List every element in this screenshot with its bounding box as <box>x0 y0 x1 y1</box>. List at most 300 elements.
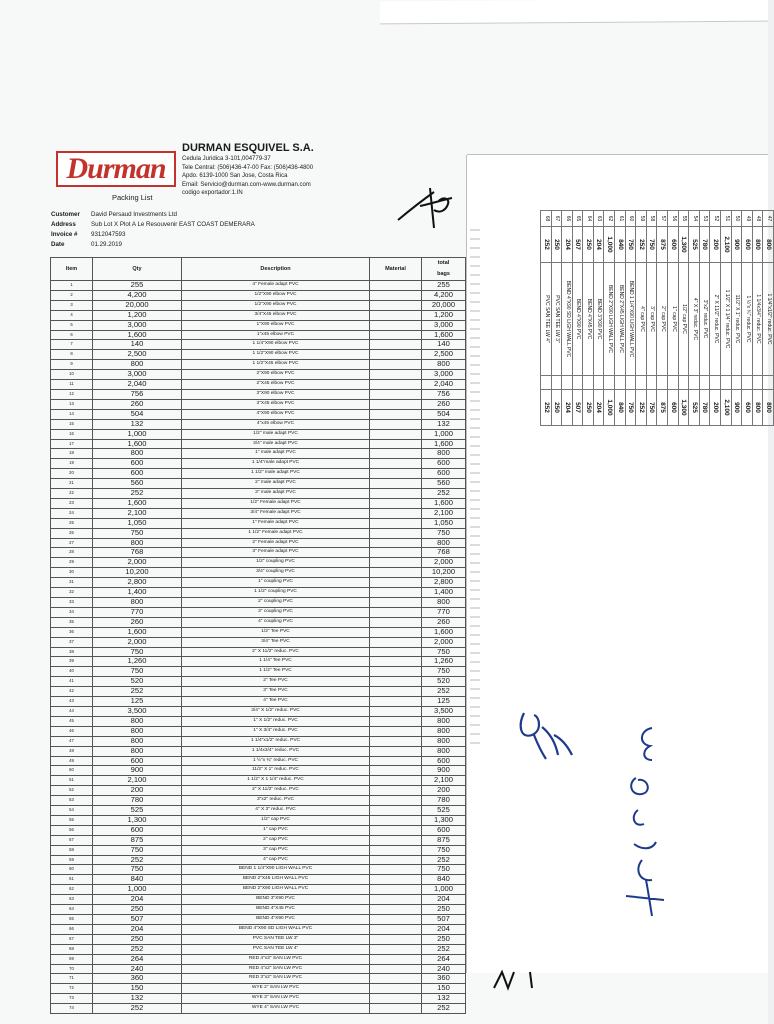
page2-bags: 204 <box>593 390 604 426</box>
page2-description: 1 1/4x3/4" reduc. PVC <box>752 263 763 376</box>
material-cell <box>370 320 422 330</box>
item-number: 54 <box>51 806 93 816</box>
page2-row <box>646 211 657 426</box>
total-bags-cell: 260 <box>422 617 466 627</box>
item-number: 3 <box>51 300 93 310</box>
total-bags-cell: 2,800 <box>422 578 466 588</box>
page2-qty: 1,000 <box>604 227 615 263</box>
table-row <box>51 934 466 944</box>
description-cell: 3" coupling PVC <box>182 607 370 617</box>
page2-description: PVC SAN TEE LW 4" <box>540 263 551 376</box>
total-bags-cell: 250 <box>422 905 466 915</box>
item-number: 41 <box>51 677 93 687</box>
page2-bags: 875 <box>657 390 668 426</box>
total-bags-cell: 600 <box>422 825 466 835</box>
material-cell <box>370 310 422 320</box>
item-number: 68 <box>51 944 93 954</box>
material-cell <box>370 281 422 291</box>
qty-cell: 840 <box>93 875 182 885</box>
material-cell <box>370 1004 422 1014</box>
page2-description: BEND 4"X90 PVC <box>572 263 583 376</box>
page2-bags: 800 <box>763 390 774 426</box>
page2-qty: 1,300 <box>678 227 689 263</box>
item-number: 38 <box>51 647 93 657</box>
item-number: 59 <box>51 855 93 865</box>
table-row <box>51 657 466 667</box>
page2-qty: 204 <box>562 227 573 263</box>
total-bags-cell: 800 <box>422 449 466 459</box>
page2-row <box>678 211 689 426</box>
qty-cell: 200 <box>93 786 182 796</box>
qty-cell: 800 <box>93 538 182 548</box>
total-bags-cell: 2,000 <box>422 558 466 568</box>
total-bags-cell: 260 <box>422 399 466 409</box>
page2-row <box>562 211 573 426</box>
total-bags-cell: 600 <box>422 459 466 469</box>
company-line: Tele Central: (506)436-47-00 Fax: (506)436-4800 <box>182 164 314 171</box>
material-cell <box>370 815 422 825</box>
page2-bags: 1,300 <box>678 390 689 426</box>
page2-bags: 750 <box>625 390 636 426</box>
table-row <box>51 489 466 499</box>
table-row <box>51 845 466 855</box>
meta-value: Sub Lot X Plot A Le Resouvenir EAST COAST DEMERARA <box>91 221 255 228</box>
total-bags-cell: 360 <box>422 974 466 984</box>
company-line: Email: Servicio@durman.com-www.durman.com <box>182 181 311 188</box>
page2-material <box>646 376 657 390</box>
item-number: 33 <box>51 598 93 608</box>
page2-item: 63 <box>593 211 604 227</box>
material-cell <box>370 736 422 746</box>
qty-cell: 600 <box>93 459 182 469</box>
item-number: 1 <box>51 281 93 291</box>
page-edge-tick-marks <box>470 230 482 750</box>
item-number: 57 <box>51 835 93 845</box>
material-cell <box>370 796 422 806</box>
material-cell <box>370 598 422 608</box>
page2-qty: 600 <box>742 227 753 263</box>
material-cell <box>370 944 422 954</box>
page2-description: 1/2" cap PVC <box>678 263 689 376</box>
qty-cell: 600 <box>93 469 182 479</box>
material-cell <box>370 776 422 786</box>
total-bags-cell: 264 <box>422 954 466 964</box>
item-number: 16 <box>51 429 93 439</box>
meta-row <box>51 210 255 220</box>
item-number: 40 <box>51 667 93 677</box>
total-bags-cell: 1,050 <box>422 518 466 528</box>
total-bags-cell: 600 <box>422 469 466 479</box>
page2-bags: 507 <box>572 390 583 426</box>
page2-material <box>551 376 562 390</box>
table-row <box>51 974 466 984</box>
page2-item: 50 <box>731 211 742 227</box>
total-bags-cell: 800 <box>422 360 466 370</box>
description-cell: PVC SAN TEE LW 3" <box>182 934 370 944</box>
description-cell: 1"X90 elbow PVC <box>182 320 370 330</box>
material-cell <box>370 360 422 370</box>
description-cell: BEND 4"X45 PVC <box>182 905 370 915</box>
meta-row <box>51 240 255 250</box>
torn-paper-edge <box>380 0 768 24</box>
item-number: 18 <box>51 449 93 459</box>
material-cell <box>370 350 422 360</box>
qty-cell: 520 <box>93 677 182 687</box>
table-row <box>51 954 466 964</box>
table-row <box>51 835 466 845</box>
page2-qty: 200 <box>710 227 721 263</box>
total-bags-cell: 875 <box>422 835 466 845</box>
item-number: 53 <box>51 796 93 806</box>
qty-cell: 525 <box>93 806 182 816</box>
qty-cell: 1,300 <box>93 815 182 825</box>
page2-bags: 252 <box>636 390 647 426</box>
total-bags-cell: 3,000 <box>422 370 466 380</box>
page2-description: 4" cap PVC <box>636 263 647 376</box>
page2-item: 49 <box>742 211 753 227</box>
page2-qty: 525 <box>689 227 700 263</box>
description-cell: 1 1/2"X90 elbow PVC <box>182 350 370 360</box>
qty-cell: 132 <box>93 419 182 429</box>
material-cell <box>370 627 422 637</box>
description-cell: BEND 4"X90 PVC <box>182 915 370 925</box>
description-cell: 1 1/4x3/4" reduc. PVC <box>182 746 370 756</box>
page2-material <box>678 376 689 390</box>
page2-description: 2" X 11/2" reduc. PVC <box>710 263 721 376</box>
total-bags-cell: 756 <box>422 389 466 399</box>
page2-description: BEND 2"X90 LIGH WALL PVC <box>604 263 615 376</box>
page2-material <box>604 376 615 390</box>
page2-material <box>668 376 679 390</box>
qty-cell: 252 <box>93 489 182 499</box>
description-cell: BEND 3"X90 PVC <box>182 895 370 905</box>
page2-qty: 750 <box>625 227 636 263</box>
qty-cell: 140 <box>93 340 182 350</box>
material-cell <box>370 290 422 300</box>
description-cell: BEND 2"X45 LIGH WALL PVC <box>182 875 370 885</box>
material-cell <box>370 300 422 310</box>
description-cell: 3" male adapt PVC <box>182 489 370 499</box>
total-bags-cell: 525 <box>422 806 466 816</box>
table-row <box>51 498 466 508</box>
meta-row <box>51 220 255 230</box>
table-row <box>51 875 466 885</box>
qty-cell: 360 <box>93 974 182 984</box>
qty-cell: 750 <box>93 667 182 677</box>
table-row <box>51 865 466 875</box>
total-bags-cell: 560 <box>422 479 466 489</box>
item-number: 8 <box>51 350 93 360</box>
qty-cell: 2,000 <box>93 637 182 647</box>
page2-description: 3" cap PVC <box>646 263 657 376</box>
description-cell: 1" cap PVC <box>182 825 370 835</box>
total-bags-cell: 3,000 <box>422 320 466 330</box>
meta-value: David Persaud Investments Ltd <box>91 211 177 218</box>
col-header-bags: bags <box>422 269 466 281</box>
table-row <box>51 637 466 647</box>
item-number: 29 <box>51 558 93 568</box>
page2-row <box>615 211 626 426</box>
page2-qty: 800 <box>752 227 763 263</box>
qty-cell: 750 <box>93 528 182 538</box>
meta-label: Invoice # <box>51 231 78 238</box>
qty-cell: 2,500 <box>93 350 182 360</box>
item-number: 10 <box>51 370 93 380</box>
total-bags-cell: 800 <box>422 736 466 746</box>
page2-row <box>593 211 604 426</box>
item-number: 50 <box>51 766 93 776</box>
qty-cell: 2,100 <box>93 776 182 786</box>
item-number: 2 <box>51 290 93 300</box>
company-line: Apdo. 6139-1000 San Jose, Costa Rica <box>182 173 288 180</box>
item-number: 31 <box>51 578 93 588</box>
material-cell <box>370 865 422 875</box>
table-row <box>51 994 466 1004</box>
table-row <box>51 1004 466 1014</box>
item-number: 70 <box>51 964 93 974</box>
item-number: 30 <box>51 568 93 578</box>
description-cell: 3" cap PVC <box>182 845 370 855</box>
item-number: 13 <box>51 399 93 409</box>
description-cell: 3/4" X 1/2" reduc. PVC <box>182 706 370 716</box>
qty-cell: 1,600 <box>93 330 182 340</box>
table-row <box>51 984 466 994</box>
description-cell: 3/4"X45 elbow PVC <box>182 310 370 320</box>
page2-bags: 800 <box>752 390 763 426</box>
material-cell <box>370 389 422 399</box>
page2-qty: 252 <box>540 227 551 263</box>
item-number: 11 <box>51 380 93 390</box>
total-bags-cell: 800 <box>422 726 466 736</box>
company-name: DURMAN ESQUIVEL S.A. <box>182 142 314 154</box>
table-row <box>51 706 466 716</box>
material-cell <box>370 974 422 984</box>
page2-row <box>657 211 668 426</box>
total-bags-cell: 1,600 <box>422 627 466 637</box>
page2-row <box>668 211 679 426</box>
qty-cell: 800 <box>93 598 182 608</box>
description-cell: 2" cap PVC <box>182 835 370 845</box>
material-cell <box>370 756 422 766</box>
item-number: 58 <box>51 845 93 855</box>
material-cell <box>370 746 422 756</box>
page2-material <box>710 376 721 390</box>
page2-item: 51 <box>721 211 732 227</box>
material-cell <box>370 677 422 687</box>
item-number: 7 <box>51 340 93 350</box>
col-header-material: Material <box>370 258 422 281</box>
qty-cell: 800 <box>93 726 182 736</box>
page2-qty: 250 <box>583 227 594 263</box>
total-bags-cell: 1,000 <box>422 429 466 439</box>
material-cell <box>370 340 422 350</box>
page2-item: 60 <box>625 211 636 227</box>
total-bags-cell: 770 <box>422 607 466 617</box>
page2-material <box>562 376 573 390</box>
item-number: 28 <box>51 548 93 558</box>
page2-qty: 780 <box>699 227 710 263</box>
qty-cell: 240 <box>93 964 182 974</box>
qty-cell: 250 <box>93 905 182 915</box>
qty-cell: 10,200 <box>93 568 182 578</box>
table-row <box>51 617 466 627</box>
description-cell: 1 1/4"X90 elbow PVC <box>182 340 370 350</box>
description-cell: 1 1/2" male adapt PVC <box>182 469 370 479</box>
total-bags-cell: 2,000 <box>422 637 466 647</box>
description-cell: 1 1/2" Tee PVC <box>182 667 370 677</box>
page2-material <box>689 376 700 390</box>
table-row <box>51 508 466 518</box>
page2-material <box>742 376 753 390</box>
total-bags-cell: 240 <box>422 964 466 974</box>
page2-material <box>731 376 742 390</box>
total-bags-cell: 780 <box>422 796 466 806</box>
description-cell: 2"X90 elbow PVC <box>182 370 370 380</box>
total-bags-cell: 800 <box>422 716 466 726</box>
page2-material <box>583 376 594 390</box>
table-row <box>51 627 466 637</box>
table-row <box>51 598 466 608</box>
description-cell: 1 1/2" X 1 1/4" reduc. PVC <box>182 776 370 786</box>
durman-logo: Durman <box>56 151 176 187</box>
material-cell <box>370 895 422 905</box>
total-bags-cell: 750 <box>422 528 466 538</box>
qty-cell: 1,050 <box>93 518 182 528</box>
qty-cell: 204 <box>93 895 182 905</box>
handwritten-fragment <box>490 968 550 992</box>
table-row <box>51 815 466 825</box>
qty-cell: 600 <box>93 756 182 766</box>
material-cell <box>370 607 422 617</box>
material-cell <box>370 915 422 925</box>
item-number: 63 <box>51 895 93 905</box>
page2-material <box>699 376 710 390</box>
material-cell <box>370 806 422 816</box>
page2-table <box>540 210 774 426</box>
table-row <box>51 924 466 934</box>
material-cell <box>370 508 422 518</box>
total-bags-cell: 150 <box>422 984 466 994</box>
total-bags-cell: 252 <box>422 944 466 954</box>
page2-description: BEND 1 1/4"X90 LIGH WALL PVC <box>625 263 636 376</box>
description-cell: 3/4" Tee PVC <box>182 637 370 647</box>
qty-cell: 1,600 <box>93 627 182 637</box>
total-bags-cell: 800 <box>422 746 466 756</box>
material-cell <box>370 726 422 736</box>
table-row <box>51 429 466 439</box>
page2-description: BEND 3"X90 PVC <box>593 263 604 376</box>
total-bags-cell: 750 <box>422 865 466 875</box>
page2-item: 53 <box>699 211 710 227</box>
table-row <box>51 459 466 469</box>
total-bags-cell: 1,000 <box>422 885 466 895</box>
table-row <box>51 518 466 528</box>
page2-item: 54 <box>689 211 700 227</box>
page2-description: 1" cap PVC <box>668 263 679 376</box>
description-cell: 3/4" Female adapt PVC <box>182 508 370 518</box>
page2-row <box>604 211 615 426</box>
page2-material <box>615 376 626 390</box>
item-number: 9 <box>51 360 93 370</box>
qty-cell: 1,260 <box>93 657 182 667</box>
page2-description: 3"x2" reduc. PVC <box>699 263 710 376</box>
description-cell: WYE 3" SAN LW PVC <box>182 994 370 1004</box>
description-cell: 4" Tee PVC <box>182 697 370 707</box>
total-bags-cell: 1,600 <box>422 439 466 449</box>
company-line: Cedula Juridica 3-101,004779-37 <box>182 156 271 162</box>
description-cell: 1/2" cap PVC <box>182 815 370 825</box>
page2-row <box>699 211 710 426</box>
page2-material <box>572 376 583 390</box>
page2-material <box>625 376 636 390</box>
total-bags-cell: 10,200 <box>422 568 466 578</box>
description-cell: 1/2"X90 elbow PVC <box>182 290 370 300</box>
packing-list-table <box>50 257 466 1014</box>
page2-description: BEND 4"X45 PVC <box>583 263 594 376</box>
total-bags-cell: 2,500 <box>422 350 466 360</box>
total-bags-cell: 200 <box>422 786 466 796</box>
page2-bags: 900 <box>731 390 742 426</box>
page2-item: 62 <box>604 211 615 227</box>
page2-row <box>721 211 732 426</box>
page2-bags: 600 <box>742 390 753 426</box>
item-number: 5 <box>51 320 93 330</box>
page2-description: BEND 4"X90 SD LIGH WALL PVC <box>562 263 573 376</box>
material-cell <box>370 697 422 707</box>
table-row <box>51 855 466 865</box>
item-number: 17 <box>51 439 93 449</box>
item-number: 24 <box>51 508 93 518</box>
description-cell: RED 3"x2" SAN LW PVC <box>182 974 370 984</box>
total-bags-cell: 750 <box>422 667 466 677</box>
qty-cell: 125 <box>93 697 182 707</box>
qty-cell: 1,000 <box>93 429 182 439</box>
total-bags-cell: 252 <box>422 1004 466 1014</box>
material-cell <box>370 558 422 568</box>
description-cell: 3"x2" reduc. PVC <box>182 796 370 806</box>
description-cell: 1/2" Female adapt PVC <box>182 498 370 508</box>
material-cell <box>370 647 422 657</box>
table-row <box>51 479 466 489</box>
description-cell: 1" male adapt PVC <box>182 449 370 459</box>
page2-description: BEND 2"X45 LIGH WALL PVC <box>615 263 626 376</box>
table-row <box>51 647 466 657</box>
material-cell <box>370 419 422 429</box>
material-cell <box>370 954 422 964</box>
description-cell: 1" Female adapt PVC <box>182 518 370 528</box>
qty-cell: 252 <box>93 855 182 865</box>
table-row <box>51 330 466 340</box>
description-cell: 4" cap PVC <box>182 855 370 865</box>
item-number: 27 <box>51 538 93 548</box>
item-number: 22 <box>51 489 93 499</box>
table-row <box>51 746 466 756</box>
item-number: 65 <box>51 915 93 925</box>
table-row <box>51 409 466 419</box>
table-row <box>51 786 466 796</box>
page2-material <box>752 376 763 390</box>
item-number: 43 <box>51 697 93 707</box>
qty-cell: 150 <box>93 984 182 994</box>
material-cell <box>370 469 422 479</box>
description-cell: 1 ½"x ¾" reduc. PVC <box>182 756 370 766</box>
table-row <box>51 578 466 588</box>
total-bags-cell: 204 <box>422 895 466 905</box>
page2-material <box>593 376 604 390</box>
qty-cell: 800 <box>93 716 182 726</box>
item-number: 56 <box>51 825 93 835</box>
qty-cell: 2,800 <box>93 578 182 588</box>
